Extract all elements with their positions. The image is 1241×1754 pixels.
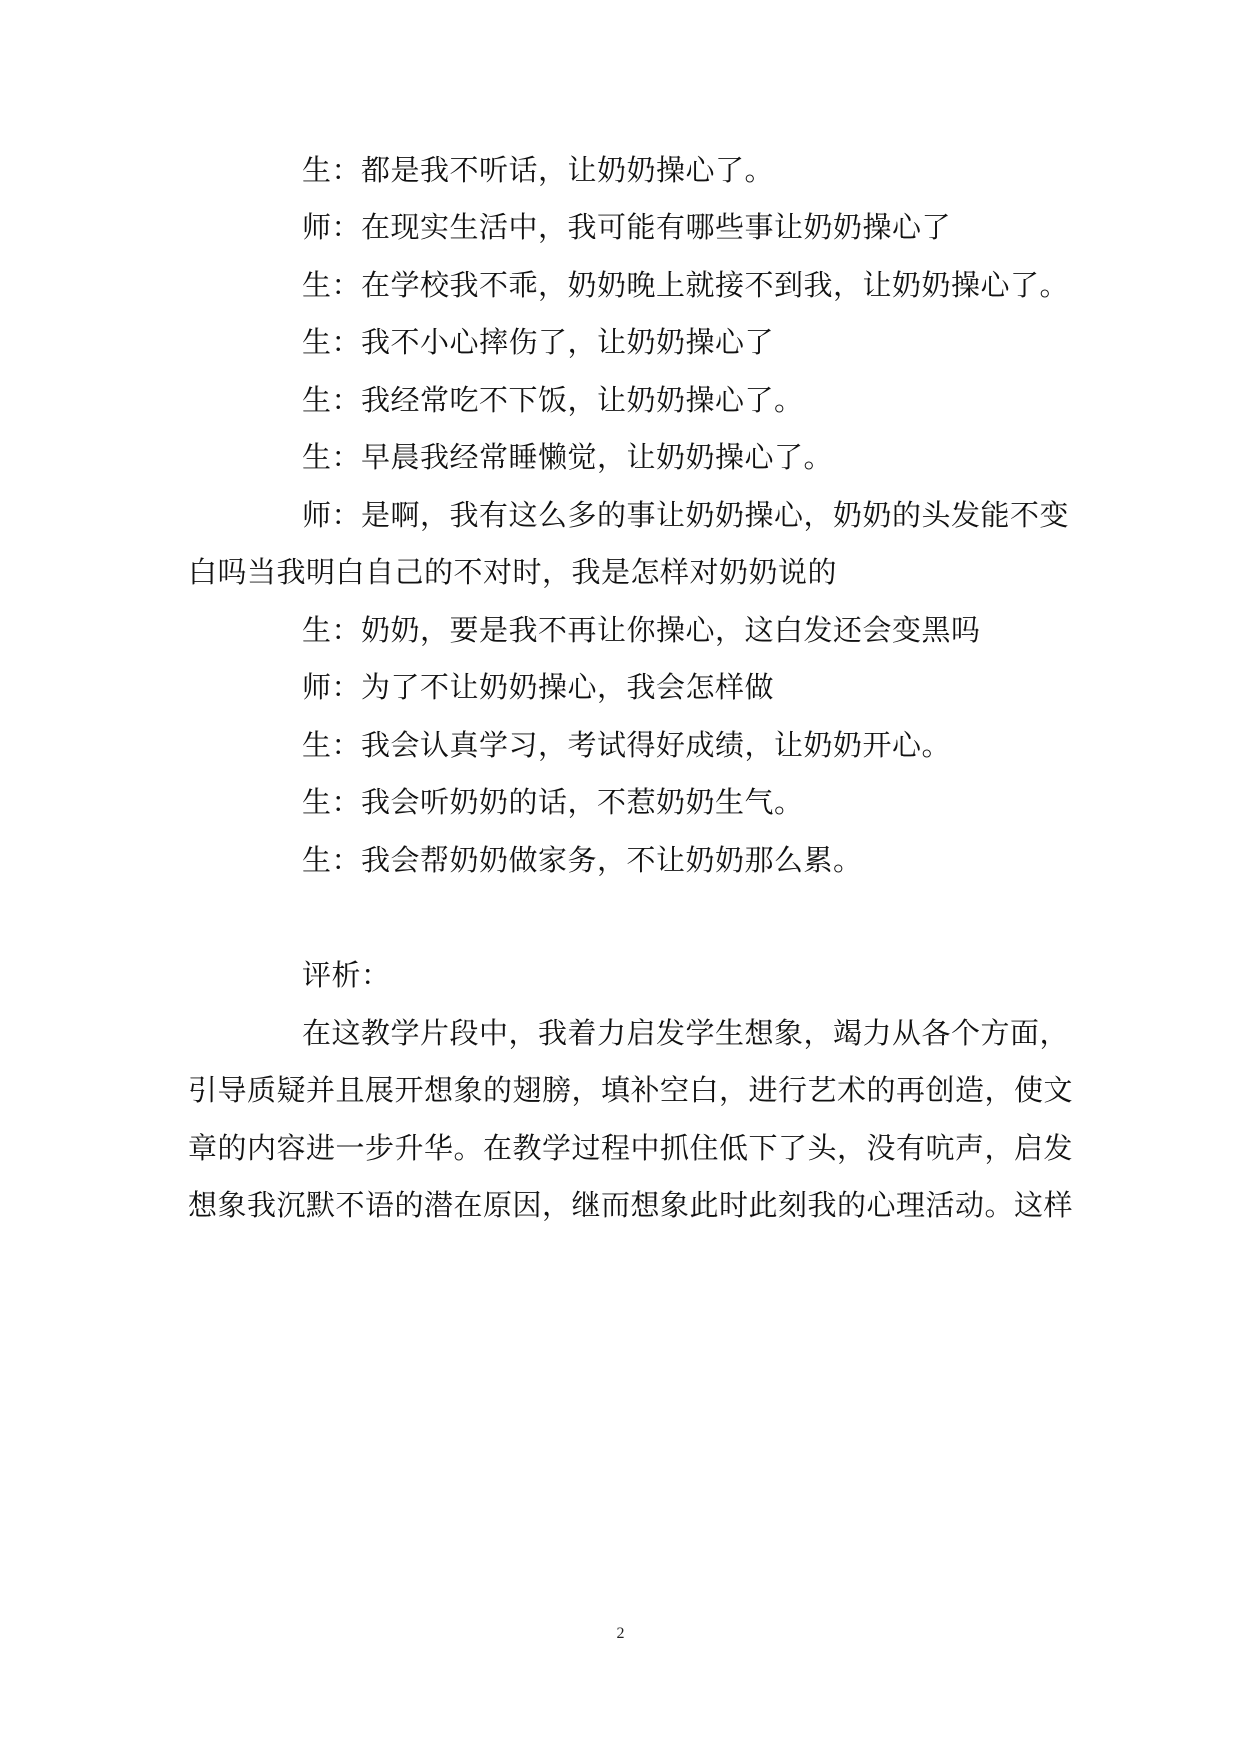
dialogue-line: 师：为了不让奶奶操心，我会怎样做 (302, 670, 775, 704)
teacher-paragraph-line-2: 白吗当我明白自己的不对时，我是怎样对奶奶说的 (188, 555, 838, 589)
dialogue-line: 生：我会帮奶奶做家务，不让奶奶那么累。 (302, 843, 863, 877)
dialogue-line: 生：我会认真学习，考试得好成绩，让奶奶开心。 (302, 728, 952, 762)
dialogue-line: 生：奶奶，要是我不再让你操心，这白发还会变黑吗 (302, 613, 981, 647)
analysis-line: 引导质疑并且展开想象的翅膀，填补空白，进行艺术的再创造，使文 (188, 1073, 1074, 1107)
analysis-line: 想象我沉默不语的潜在原因，继而想象此时此刻我的心理活动。这样 (188, 1188, 1074, 1222)
dialogue-line: 生：早晨我经常睡懒觉，让奶奶操心了。 (302, 440, 834, 474)
analysis-line: 在这教学片段中，我着力启发学生想象，竭力从各个方面， (302, 1016, 1070, 1050)
dialogue-line: 师：在现实生活中，我可能有哪些事让奶奶操心了 (302, 210, 952, 244)
teacher-paragraph-line-1: 师：是啊，我有这么多的事让奶奶操心，奶奶的头发能不变 (302, 498, 1070, 532)
analysis-heading: 评析： (302, 958, 391, 992)
dialogue-line: 生：我不小心摔伤了，让奶奶操心了 (302, 325, 775, 359)
dialogue-line: 生：我经常吃不下饭，让奶奶操心了。 (302, 383, 804, 417)
dialogue-line: 生：都是我不听话，让奶奶操心了。 (302, 153, 775, 187)
dialogue-line: 生：在学校我不乖，奶奶晚上就接不到我，让奶奶操心了。 (302, 268, 1070, 302)
analysis-line: 章的内容进一步升华。在教学过程中抓住低下了头，没有吭声，启发 (188, 1131, 1074, 1165)
dialogue-line: 生：我会听奶奶的话，不惹奶奶生气。 (302, 785, 804, 819)
page-number: 2 (616, 1625, 625, 1642)
